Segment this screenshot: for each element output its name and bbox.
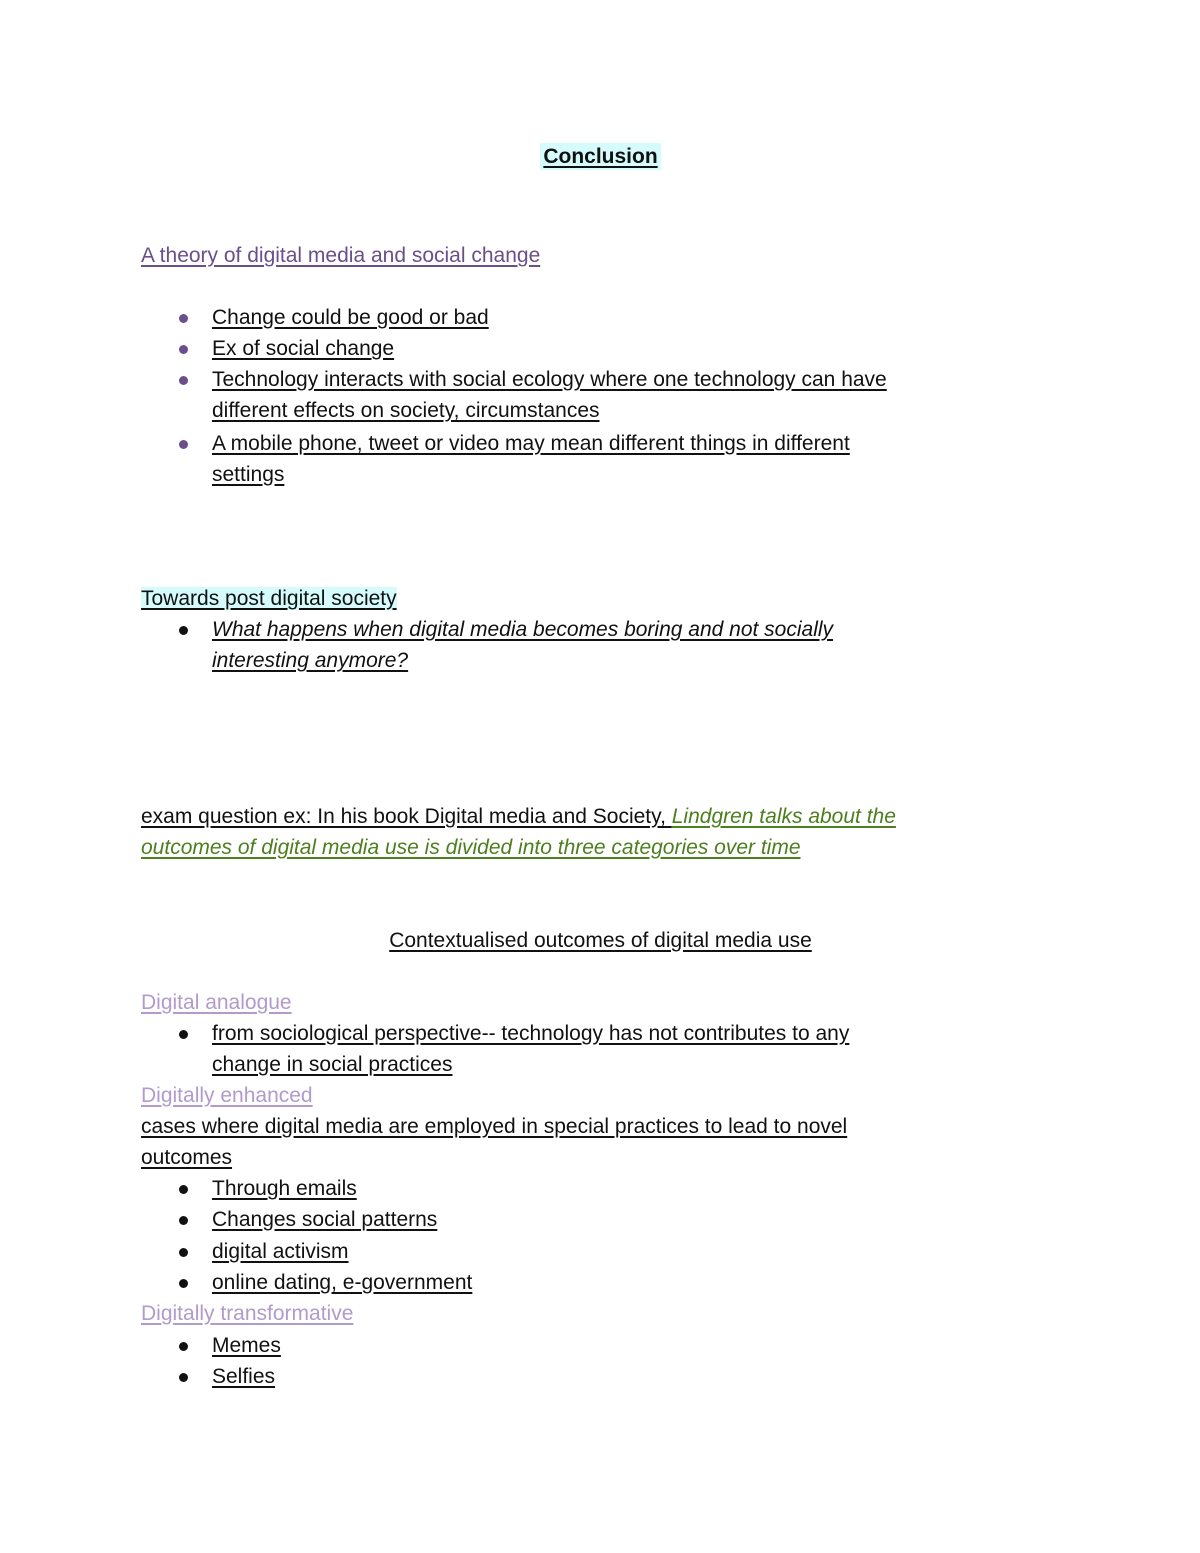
section3-heading: Contextualised outcomes of digital media use: [389, 929, 812, 952]
section1-heading: A theory of digital media and social change: [141, 244, 541, 267]
bullet-icon: [179, 1185, 188, 1194]
bullet-icon: [179, 1248, 188, 1257]
list-item-continuation: change in social practices: [212, 1053, 453, 1076]
exam-question-continuation: outcomes of digital media use is divided into three categories over time: [141, 836, 801, 859]
list-item: online dating, e-government: [212, 1271, 473, 1294]
bullet-icon: [179, 1342, 188, 1351]
list-item: Technology interacts with social ecology where one technology can have: [212, 368, 887, 391]
bullet-icon: [179, 440, 188, 449]
list-item: Memes: [212, 1334, 281, 1357]
enhanced-description: cases where digital media are employed in special practices to lead to novel: [141, 1115, 848, 1138]
section3-heading-line: [141, 925, 1060, 956]
section2-heading-line: [141, 583, 1060, 614]
list-item: Selfies: [212, 1365, 276, 1388]
list-item: Through emails: [212, 1177, 357, 1200]
list-item: A mobile phone, tweet or video may mean different things in different: [212, 432, 850, 455]
list-item-continuation: different effects on society, circumstances: [212, 399, 600, 422]
section2-heading: Towards post digital society: [141, 587, 397, 610]
page-title: Conclusion: [540, 143, 660, 170]
title-line: [141, 141, 1060, 172]
bullet-icon: [179, 314, 188, 323]
bullet-icon: [179, 1279, 188, 1288]
section1-heading-line: [141, 240, 1060, 271]
list-item-continuation: interesting anymore?: [212, 649, 409, 672]
exam-question: exam question ex: In his book Digital media and Society, Lindgren talks about the: [141, 805, 896, 828]
bullet-icon: [179, 1216, 188, 1225]
enhanced-description-continuation: outcomes: [141, 1146, 233, 1169]
list-item: from sociological perspective-- technology has not contributes to any: [212, 1022, 850, 1045]
bullet-icon: [179, 345, 188, 354]
bullet-icon: [179, 626, 188, 635]
list-item: Change could be good or bad: [212, 306, 489, 329]
bullet-icon: [179, 1030, 188, 1039]
list-item: What happens when digital media becomes boring and not socially: [212, 618, 834, 641]
list-item: Changes social patterns: [212, 1208, 438, 1231]
list-item: Ex of social change: [212, 337, 395, 360]
digitally-enhanced-label: Digitally enhanced: [141, 1084, 313, 1107]
digitally-transformative-label: Digitally transformative: [141, 1302, 354, 1325]
bullet-icon: [179, 1373, 188, 1382]
bullet-icon: [179, 376, 188, 385]
digital-analogue-label: Digital analogue: [141, 991, 292, 1014]
list-item-continuation: settings: [212, 463, 285, 486]
list-item: digital activism: [212, 1240, 349, 1263]
